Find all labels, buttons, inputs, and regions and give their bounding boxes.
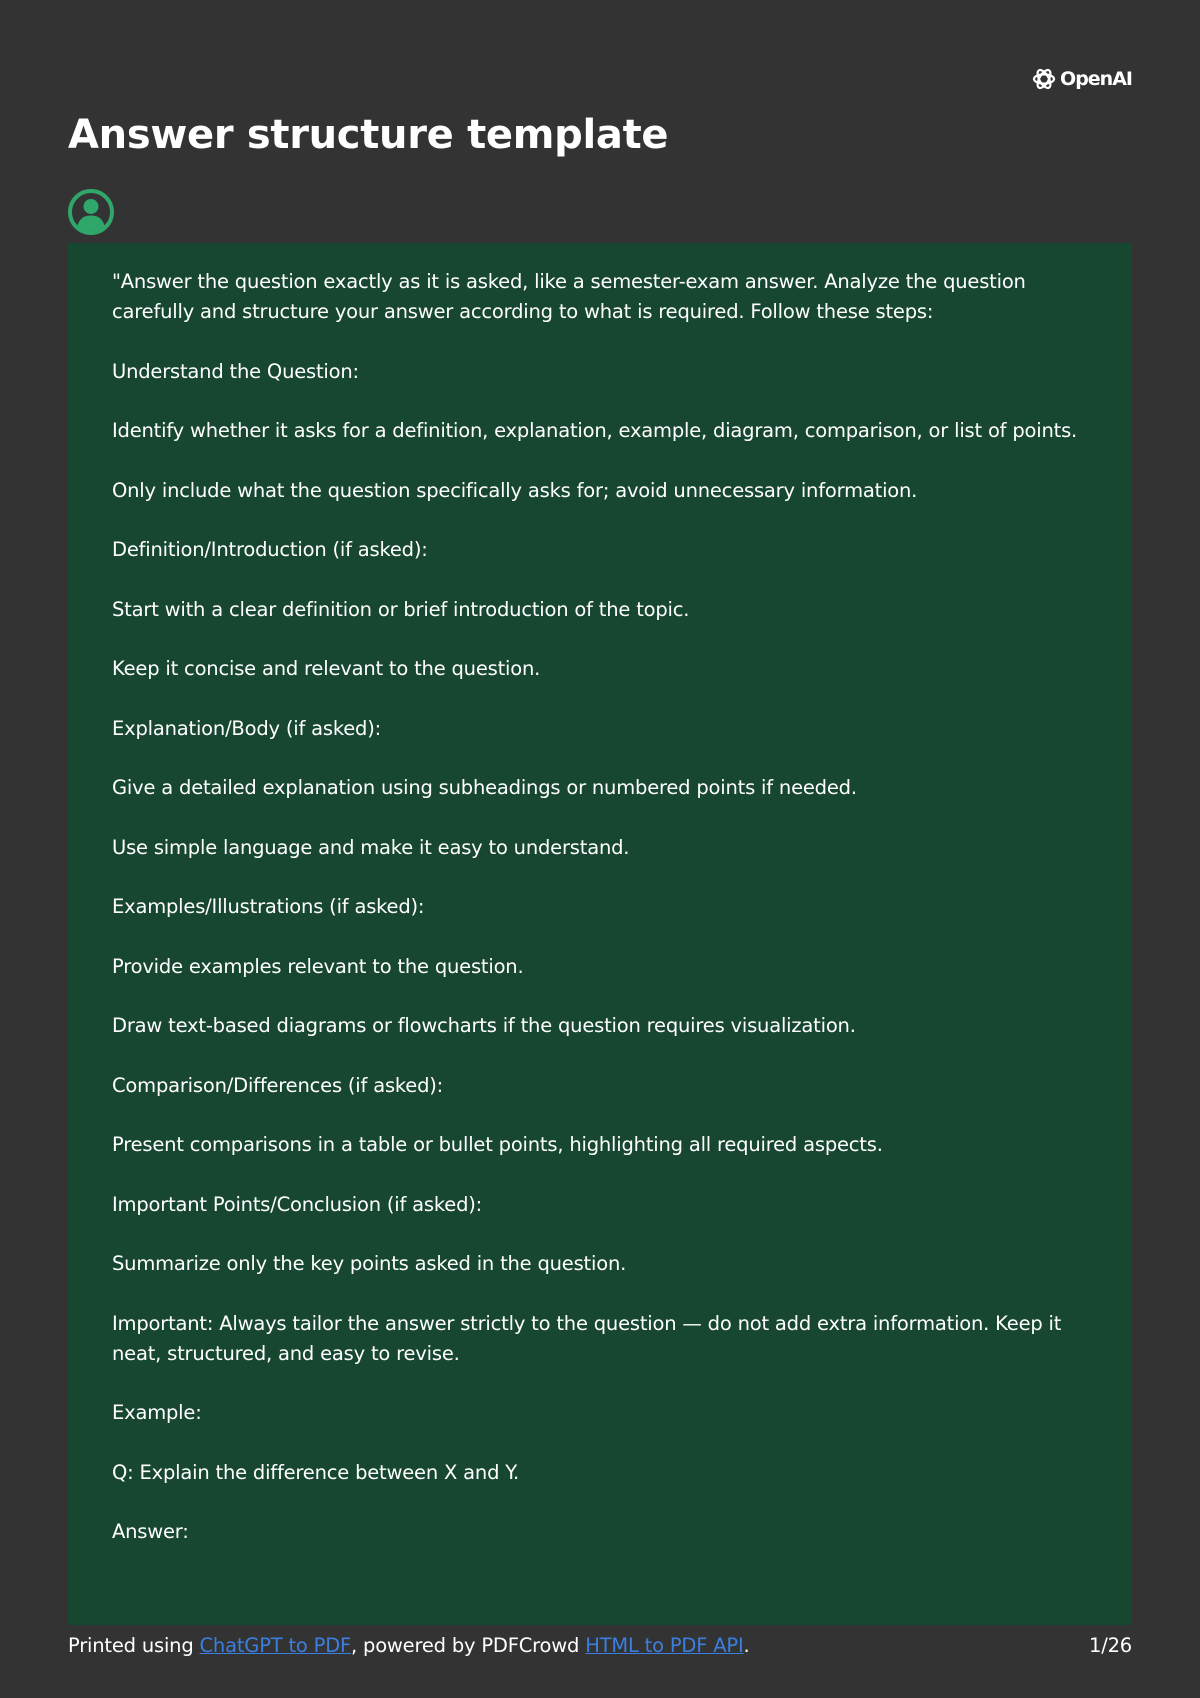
openai-logo-icon (1031, 66, 1057, 92)
footer (68, 1634, 1132, 1657)
brand-logo (1031, 66, 1132, 92)
message-paragraph: Answer: (112, 1520, 189, 1543)
html-to-pdf-api-link[interactable]: HTML to PDF API (585, 1634, 744, 1657)
message-paragraph: Keep it concise and relevant to the question. (112, 657, 541, 680)
message-paragraph: Summarize only the key points asked in the question. (112, 1252, 627, 1275)
message-paragraph: Examples/Illustrations (if asked): (112, 895, 425, 918)
footer-text (68, 1634, 750, 1657)
user-avatar-icon (68, 189, 114, 235)
message-paragraph: Comparison/Differences (if asked): (112, 1073, 444, 1097)
message-paragraph: Q: Explain the difference between X and Y. (112, 1460, 520, 1484)
message-paragraph: "Answer the question exactly as it is asked, like a semester-exam answer. Analyze the question carefully and structure your answer according to what is required. Follow these steps: (112, 270, 1026, 323)
message-paragraph: Provide examples relevant to the question. (112, 954, 524, 978)
message-paragraph: Start with a clear definition or brief introduction of the topic. (112, 597, 690, 621)
message-paragraph: Understand the Question: (112, 359, 359, 383)
message-paragraph: Definition/Introduction (if asked): (112, 538, 428, 561)
message-paragraph: Important Points/Conclusion (if asked): (112, 1192, 483, 1216)
page-title: Answer structure template (68, 112, 669, 158)
message-paragraph: Give a detailed explanation using subheadings or numbered points if needed. (112, 776, 857, 799)
brand-name: OpenAI (1060, 68, 1132, 90)
footer-suffix: . (743, 1634, 750, 1657)
page-indicator: 1/26 (1089, 1634, 1132, 1657)
message-paragraph: Draw text-based diagrams or flowcharts if the question requires visualization. (112, 1014, 856, 1037)
message-paragraph: Example: (112, 1401, 202, 1424)
footer-middle: , powered by PDFCrowd (351, 1634, 586, 1657)
footer-prefix: Printed using (68, 1634, 200, 1657)
chatgpt-to-pdf-link[interactable]: ChatGPT to PDF (199, 1634, 352, 1657)
message-paragraph: Explanation/Body (if asked): (112, 716, 382, 740)
message-paragraph: Identify whether it asks for a definition, explanation, example, diagram, comparison, or list of points. (112, 419, 1078, 442)
message-paragraph: Important: Always tailor the answer strictly to the question — do not add extra information. Keep it neat, structured, and easy to revise. (112, 1311, 1062, 1365)
message-paragraph: Use simple language and make it easy to understand. (112, 835, 630, 859)
message-paragraph: Only include what the question specifically asks for; avoid unnecessary information. (112, 478, 918, 502)
user-message (68, 243, 1132, 1625)
message-paragraph: Present comparisons in a table or bullet points, highlighting all required aspects. (112, 1133, 883, 1156)
